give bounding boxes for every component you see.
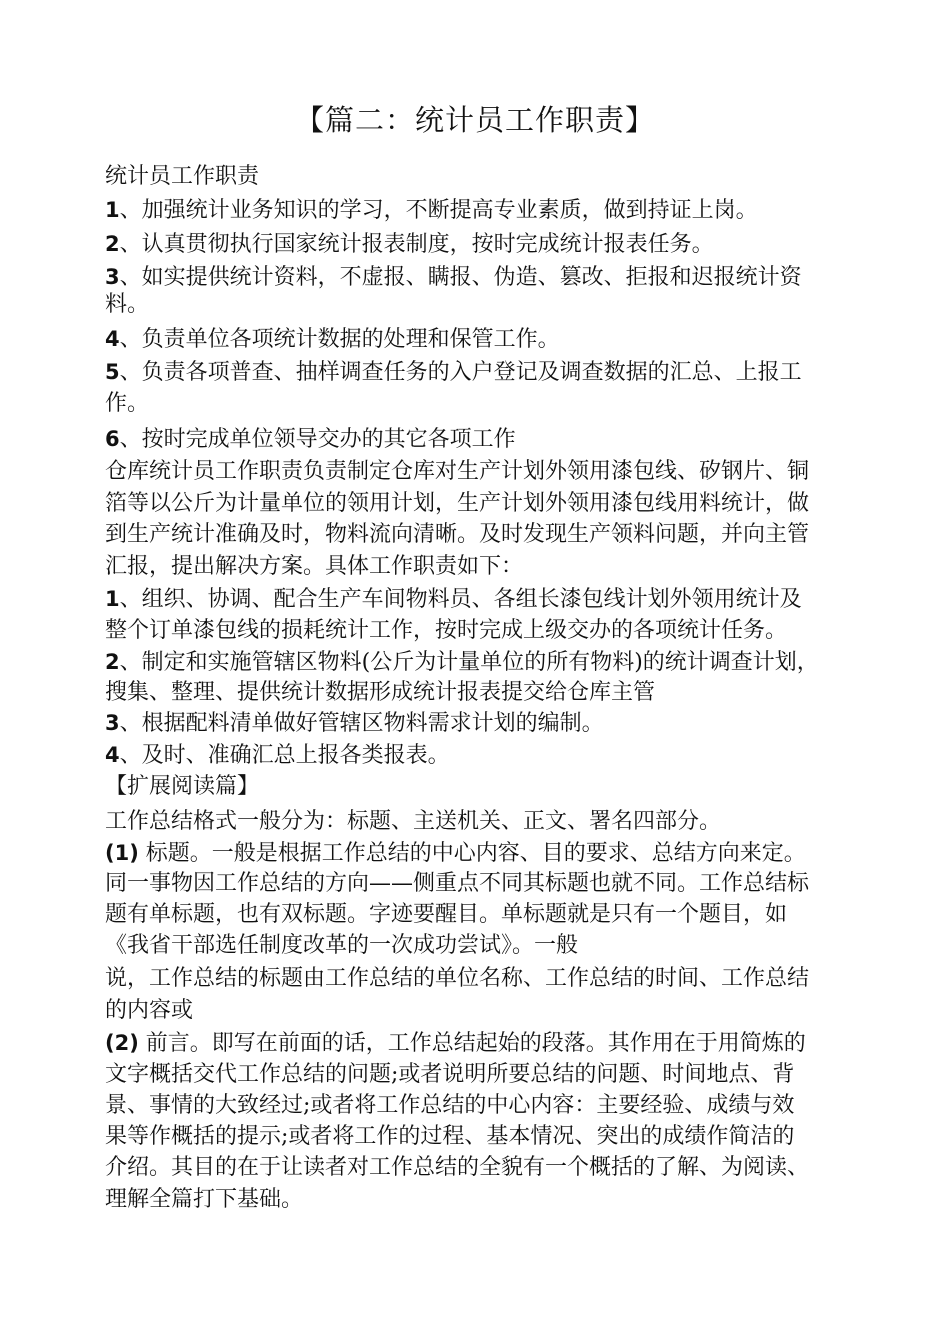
- line-text: 箔等以公斤为计量单位的领用计划，生产计划外领用漆包线用料统计，做: [105, 491, 810, 516]
- text-line: [105, 771, 857, 803]
- text-line: [105, 615, 857, 647]
- item-number: 2: [105, 650, 120, 674]
- text-line: [105, 806, 857, 838]
- text-line: [105, 739, 857, 772]
- line-text: 【扩展阅读篇】: [105, 774, 260, 799]
- line-text: 、负责单位各项统计数据的处理和保管工作。: [119, 327, 560, 352]
- line-text: 工作总结格式一般分为：标题、主送机关、正文、署名四部分。: [105, 809, 722, 834]
- text-line: [105, 356, 857, 389]
- line-text: 整个订单漆包线的损耗统计工作，按时完成上级交办的各项统计任务。: [105, 618, 788, 643]
- line-text: 标题。一般是根据工作总结的中心内容、目的要求、总结方向来定。: [138, 841, 806, 866]
- text-line: [105, 289, 857, 321]
- line-text: 说，工作总结的标题由工作总结的单位名称、工作总结的时间、工作总结: [105, 966, 810, 991]
- text-line: [105, 1121, 857, 1153]
- line-text: 到生产统计准确及时，物料流向清晰。及时发现生产领料问题，并向主管: [105, 522, 810, 547]
- item-number: 5: [105, 360, 120, 384]
- line-text: 景、事情的大致经过;或者将工作总结的中心内容：主要经验、成绩与效: [105, 1093, 795, 1118]
- text-line: [105, 677, 857, 709]
- line-text: 果等作概括的提示;或者将工作的过程、基本情况、突出的成绩作简洁的: [105, 1124, 795, 1149]
- line-text: 前言。即写在前面的话，工作总结起始的段落。其作用在于用简炼的: [138, 1031, 806, 1056]
- line-text: 、组织、协调、配合生产车间物料员、各组长漆包线计划外领用统计及: [119, 587, 802, 612]
- text-line: [105, 456, 857, 488]
- line-text: 、根据配料清单做好管辖区物料需求计划的编制。: [119, 711, 604, 736]
- line-text: 、如实提供统计资料，不虚报、瞒报、伪造、篡改、拒报和迟报统计资: [119, 265, 802, 290]
- line-text: 的内容或: [105, 998, 194, 1023]
- text-line: [105, 228, 857, 261]
- item-number: 4: [105, 743, 120, 767]
- text-line: [105, 519, 857, 551]
- document-title: 【篇二：统计员工作职责】: [294, 103, 655, 137]
- text-line: [105, 194, 857, 227]
- text-line: [105, 161, 857, 193]
- line-text: 介绍。其目的在于让读者对工作总结的全貌有一个概括的了解、为阅读、: [105, 1155, 810, 1180]
- line-text: 、按时完成单位领导交办的其它各项工作: [119, 427, 516, 452]
- text-line: [105, 868, 857, 900]
- item-number: 6: [105, 427, 120, 451]
- line-text: 仓库统计员工作职责负责制定仓库对生产计划外领用漆包线、矽钢片、铜: [105, 459, 810, 484]
- line-text: 汇报，提出解决方案。具体工作职责如下：: [105, 554, 524, 579]
- item-number: (2): [105, 1031, 139, 1055]
- text-line: [105, 837, 857, 870]
- text-line: [105, 551, 857, 583]
- line-text: 题有单标题，也有双标题。字迹要醒目。单标题就是只有一个题目，如: [105, 902, 788, 927]
- text-line: [105, 1090, 857, 1122]
- item-number: 4: [105, 327, 120, 351]
- text-line: [105, 646, 857, 679]
- text-line: [105, 1059, 857, 1091]
- item-number: (1): [105, 841, 139, 865]
- text-line: [105, 899, 857, 931]
- line-text: 《我省干部选任制度改革的一次成功尝试》。一般: [105, 933, 579, 958]
- text-line: [105, 583, 857, 616]
- text-line: [105, 1027, 857, 1060]
- text-line: [105, 423, 857, 456]
- line-text: 作。: [105, 391, 150, 416]
- line-text: 、负责各项普查、抽样调查任务的入户登记及调查数据的汇总、上报工: [119, 360, 802, 385]
- text-line: [105, 1152, 857, 1184]
- text-line: [105, 488, 857, 520]
- text-line: [105, 323, 857, 356]
- line-text: 统计员工作职责: [105, 164, 260, 189]
- text-line: [105, 1184, 857, 1216]
- line-text: 、制定和实施管辖区物料(公斤为计量单位的所有物料)的统计调查计划，: [119, 650, 819, 675]
- line-text: 料。: [105, 292, 150, 317]
- item-number: 3: [105, 711, 120, 735]
- line-text: 文字概括交代工作总结的问题;或者说明所要总结的问题、时间地点、背: [105, 1062, 795, 1087]
- item-number: 1: [105, 587, 120, 611]
- line-text: 、加强统计业务知识的学习，不断提高专业素质，做到持证上岗。: [119, 198, 758, 223]
- line-text: 、认真贯彻执行国家统计报表制度，按时完成统计报表任务。: [119, 232, 714, 257]
- line-text: 理解全篇打下基础。: [105, 1187, 304, 1212]
- item-number: 3: [105, 265, 120, 289]
- text-line: [105, 707, 857, 740]
- text-line: [105, 995, 857, 1027]
- line-text: 同一事物因工作总结的方向——侧重点不同其标题也就不同。工作总结标: [105, 871, 810, 896]
- text-line: [105, 388, 857, 420]
- item-number: 2: [105, 232, 120, 256]
- line-text: 、及时、准确汇总上报各类报表。: [119, 743, 450, 768]
- text-line: [105, 963, 857, 995]
- text-line: [105, 930, 857, 962]
- item-number: 1: [105, 198, 120, 222]
- line-text: 搜集、整理、提供统计数据形成统计报表提交给仓库主管: [105, 680, 656, 705]
